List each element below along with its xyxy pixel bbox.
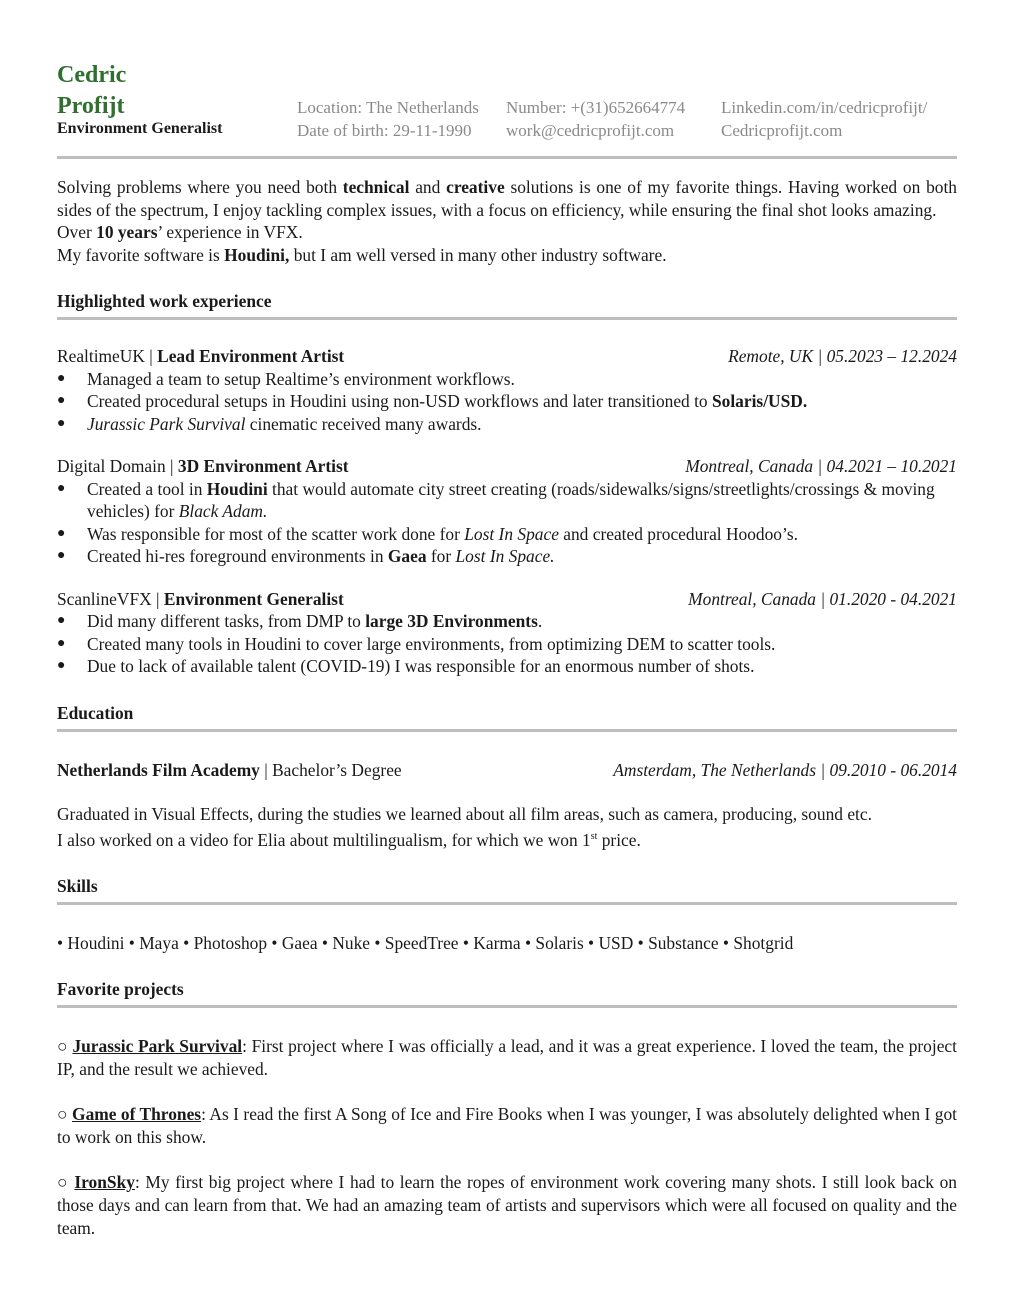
phone-number: Number: +(31)652664774 xyxy=(506,98,686,117)
job-bullet xyxy=(57,523,957,546)
job-bullet xyxy=(57,390,957,413)
company: ScanlineVFX xyxy=(57,588,152,609)
circle-bullet-icon: ○ xyxy=(57,1104,73,1125)
summary-emphasis: creative xyxy=(446,177,505,197)
bullet-italic: Jurassic Park Survival xyxy=(87,413,246,434)
bullet-italic: Lost In Space xyxy=(464,523,559,544)
section-title-work: Highlighted work experience xyxy=(57,291,272,311)
education-description xyxy=(57,803,957,851)
project-link[interactable]: Game of Thrones xyxy=(72,1104,202,1125)
summary-text: Solving problems where you need both xyxy=(57,177,343,197)
resume-header xyxy=(57,60,957,156)
contact-column-personal xyxy=(297,96,479,142)
project-entry xyxy=(57,1171,957,1240)
job-bullet xyxy=(57,633,957,656)
separator: | xyxy=(151,588,164,609)
section-title-skills: Skills xyxy=(57,875,98,896)
first-name: Cedric xyxy=(57,62,127,88)
education-title-line xyxy=(57,759,402,782)
location: Location: The Netherlands xyxy=(297,98,479,117)
separator: | xyxy=(165,456,178,476)
bullet-emphasis: large 3D Environments xyxy=(365,611,538,631)
job-bullet xyxy=(57,545,957,568)
section-divider xyxy=(57,317,957,320)
bullet-text: cinematic received many awards. xyxy=(245,413,482,434)
summary-emphasis: technical xyxy=(342,177,410,197)
job-title-line xyxy=(57,455,349,478)
company: RealtimeUK xyxy=(57,346,145,366)
bullet-text: Was responsible for most of the scatter work done for xyxy=(87,523,465,544)
bullet-text: Created many tools in Houdini to cover large environments, from optimizing DEM to scatter tools. xyxy=(87,633,776,654)
bullet-emphasis: Gaea xyxy=(387,546,427,566)
summary-software-line xyxy=(57,244,957,267)
job-bullets xyxy=(57,610,957,678)
project-link[interactable]: Jurassic Park Survival xyxy=(72,1036,243,1057)
summary-text: ’ experience in VFX. xyxy=(157,222,303,242)
summary-paragraph xyxy=(57,176,957,221)
company: Digital Domain xyxy=(57,456,166,476)
job-role: Lead Environment Artist xyxy=(157,346,345,366)
last-name: Profijt xyxy=(57,93,125,119)
bullet-text: that would automate city street creating (roads/sidewalks/signs/streetlights/crossings & moving vehicles) for xyxy=(87,478,935,521)
bullet-emphasis: Solaris/USD. xyxy=(711,391,808,411)
project-description: : As I read the first A Song of Ice and Fire Books when I was younger, I was absolutely delighted when I got to work on this show. xyxy=(57,1104,958,1148)
job-location-dates: Montreal, Canada | 04.2021 – 10.2021 xyxy=(685,456,957,476)
job-bullet xyxy=(57,413,957,436)
skills-list: • Houdini • Maya • Photoshop • Gaea • Nuke • SpeedTree • Karma • Solaris • USD • Substance • Shotgrid xyxy=(57,932,794,953)
bullet-italic: Black Adam. xyxy=(178,501,268,521)
circle-bullet-icon: ○ xyxy=(57,1172,75,1193)
ordinal-suffix: st xyxy=(590,830,598,842)
contact-column-phone-email xyxy=(506,96,685,142)
job-header xyxy=(57,345,957,368)
education-line xyxy=(57,826,957,851)
job-bullets xyxy=(57,478,957,568)
project-description: : My first big project where I had to learn the ropes of environment work covering many shots. I still look back on those days and can learn from that. We had an amazing team of artists and supervisors which were all focused on quality and the team. xyxy=(57,1172,957,1239)
bullet-text: and created procedural Hoodoo’s. xyxy=(558,523,798,544)
section-divider xyxy=(57,729,957,732)
resume-page xyxy=(57,60,957,1240)
degree: Bachelor’s Degree xyxy=(272,759,402,780)
project-entry xyxy=(57,1035,957,1081)
job-bullet xyxy=(57,478,957,523)
bullet-italic: Lost In Space. xyxy=(455,546,555,566)
job-entry xyxy=(57,345,957,435)
bullet-text: Did many different tasks, from DMP to xyxy=(87,611,366,631)
candidate-title: Environment Generalist xyxy=(57,120,223,137)
job-role: Environment Generalist xyxy=(163,588,344,609)
linkedin-link[interactable]: Linkedin.com/in/cedricprofijt/ xyxy=(721,98,928,117)
circle-bullet-icon: ○ xyxy=(57,1036,73,1057)
bullet-text: Created a tool in xyxy=(87,478,207,499)
candidate-name xyxy=(57,60,126,122)
education-text: I also worked on a video for Elia about multilingualism, for which we won 1 xyxy=(57,829,591,850)
job-header xyxy=(57,588,957,611)
date-of-birth: Date of birth: 29-11-1990 xyxy=(297,121,472,140)
section-title-projects: Favorite projects xyxy=(57,979,184,1000)
bullet-text: Created procedural setups in Houdini using non-USD workflows and later transitioned to xyxy=(87,391,712,411)
work-experience-list xyxy=(57,345,957,678)
job-role: 3D Environment Artist xyxy=(177,456,349,476)
job-bullet xyxy=(57,368,957,391)
job-header xyxy=(57,455,957,478)
email-link[interactable]: work@cedricprofijt.com xyxy=(506,121,675,140)
bullet-text: Managed a team to setup Realtime’s environment workflows. xyxy=(87,368,515,389)
project-entry xyxy=(57,1103,957,1149)
job-bullets xyxy=(57,368,957,436)
bullet-text: for xyxy=(426,546,456,566)
contact-column-links xyxy=(721,96,927,142)
separator: | xyxy=(144,346,158,366)
job-location-dates: Montreal, Canada | 01.2020 - 04.2021 xyxy=(688,588,957,609)
summary-text: and xyxy=(409,177,447,197)
section-divider xyxy=(57,902,957,905)
education-header xyxy=(57,759,957,782)
job-entry xyxy=(57,455,957,568)
summary-text: My favorite software is xyxy=(57,244,225,265)
section-title-education: Education xyxy=(57,702,134,723)
education-line: Graduated in Visual Effects, during the studies we learned about all film areas, such as camera, producing, sound etc. xyxy=(57,804,872,824)
bullet-emphasis: Houdini xyxy=(206,478,268,499)
summary xyxy=(57,176,957,266)
job-entry xyxy=(57,588,957,678)
separator: | xyxy=(259,759,273,780)
education-location-dates: Amsterdam, The Netherlands | 09.2010 - 06.2014 xyxy=(613,759,957,780)
summary-text: Over xyxy=(57,222,97,242)
job-title-line xyxy=(57,345,344,368)
bullet-text: Created hi-res foreground environments in xyxy=(87,546,388,566)
project-description: : First project where I was officially a lead, and it was a great experience. I loved the team, the project IP, and the result we achieved. xyxy=(57,1036,957,1080)
project-link[interactable]: IronSky xyxy=(74,1172,135,1193)
summary-emphasis: 10 years xyxy=(96,222,158,242)
job-bullet xyxy=(57,655,957,678)
projects-list xyxy=(57,1035,957,1240)
bullet-text: Due to lack of available talent (COVID-19) I was responsible for an enormous number of shots. xyxy=(87,656,755,676)
section-divider xyxy=(57,1005,957,1008)
school: Netherlands Film Academy xyxy=(57,759,260,780)
education-text: price. xyxy=(597,829,641,850)
summary-text: but I am well versed in many other industry software. xyxy=(289,244,667,265)
header-divider xyxy=(57,156,957,159)
bullet-text: . xyxy=(537,611,543,631)
job-bullet xyxy=(57,610,957,633)
job-title-line xyxy=(57,588,344,611)
summary-experience-line xyxy=(57,221,957,244)
website-link[interactable]: Cedricprofijt.com xyxy=(721,121,843,140)
job-location-dates: Remote, UK | 05.2023 – 12.2024 xyxy=(728,346,957,366)
summary-emphasis: Houdini, xyxy=(224,244,290,265)
summary-text: solutions is one of my favorite things. Having worked on both sides of the spectrum, I enjoy tackling complex issues, with a focus on efficiency, while ensuring the final shot looks amazing. xyxy=(57,177,957,220)
